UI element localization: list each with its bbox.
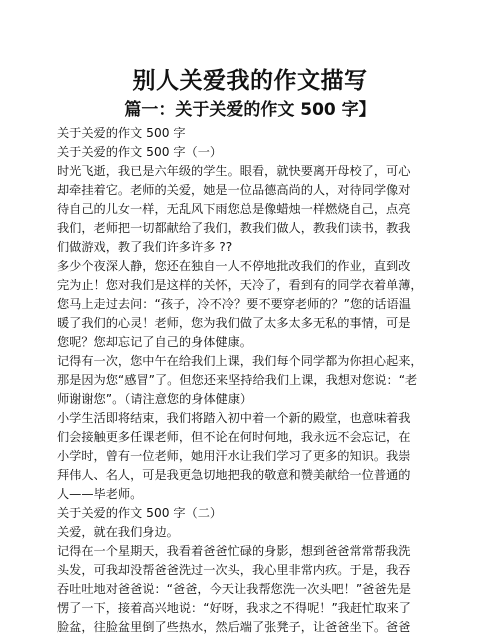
text-line: 待自己的儿女一样，无乱风下雨您总是像蜡烛一样燃烧自己，点亮	[57, 202, 411, 216]
text-line: 愣了一下，接着高兴地说：“好呀，我求之不得呢！”我赶忙取来了	[57, 601, 411, 615]
text-line: 时光飞逝，我已是六年级的学生。眼看，就快要离开母校了，可心	[57, 164, 411, 178]
text-line: 记得有一次，您中午在给我们上课，我们每个同学都为你担心起来，	[57, 354, 423, 368]
text-line: 多少个夜深人静，您还在独自一人不停地批改我们的作业，直到改	[57, 259, 411, 273]
text-line: 关爱，就在我们身边。	[57, 525, 179, 539]
text-line: 记得在一个星期天，我看着爸爸忙碌的身影，想到爸爸常常帮我洗	[57, 544, 411, 558]
text-line: 您马上走过去问：“孩子，冷不冷？要不要穿老师的？”您的话语温	[57, 297, 411, 311]
document-title: 别人关爱我的作文描写	[132, 68, 368, 94]
text-line: 人——毕老师。	[57, 487, 143, 501]
text-line: 暖了我们的心灵！老师，您为我们做了太多太多无私的事情，可是	[57, 316, 411, 330]
text-line: 们会接触更多任课老师，但不论在何时何地，我永远不会忘记，在	[57, 430, 411, 444]
text-line: 却牵挂着它。老师的关爱，她是一位品德高尚的人，对待同学像对	[57, 183, 411, 197]
text-line: 们做游戏，教了我们许多许多 ??	[57, 240, 233, 254]
text-line: 脸盆，往脸盆里倒了些热水，然后端了张凳子，让爸爸坐下。爸爸	[57, 620, 411, 634]
text-line: 吞吐吐地对爸爸说：“爸爸，今天让我帮您洗一次头吧！”爸爸先是	[57, 582, 411, 596]
text-line: 小学时，曾有一位老师，她用汗水让我们学习了更多的知识。我崇	[57, 449, 411, 463]
text-line: 小学生活即将结束，我们将踏入初中着一个新的殿堂，也意味着我	[57, 411, 411, 425]
text-line: 那是因为您“感冒”了。但您还来坚持给我们上课，我想对您说：“老	[57, 373, 418, 387]
text-line: 完为止！您对我们是这样的关怀，天冷了，看到有的同学衣着单薄，	[57, 278, 423, 292]
text-line: 您呢？您却忘记了自己的身体健康。	[57, 335, 252, 349]
document-subtitle: 篇一：关于关爱的作文 500 字】	[124, 100, 376, 120]
text-line: 我们，老师把一切都献给了我们，教我们做人，教我们读书，教我	[57, 221, 411, 235]
text-line: 头发，可我却没帮爸爸洗过一次头，我心里非常内疚。于是，我吞	[57, 563, 411, 577]
text-line: 关于关爱的作文 500 字	[57, 126, 186, 140]
text-line: 拜伟人、名人，可是我更急切地把我的敬意和赞美献给一位普通的	[57, 468, 411, 482]
text-line: 关于关爱的作文 500 字（一）	[57, 145, 223, 159]
text-line: 师谢谢您”。（请注意您的身体健康）	[57, 392, 253, 406]
document-body	[57, 124, 457, 637]
text-line: 关于关爱的作文 500 字（二）	[57, 506, 223, 520]
